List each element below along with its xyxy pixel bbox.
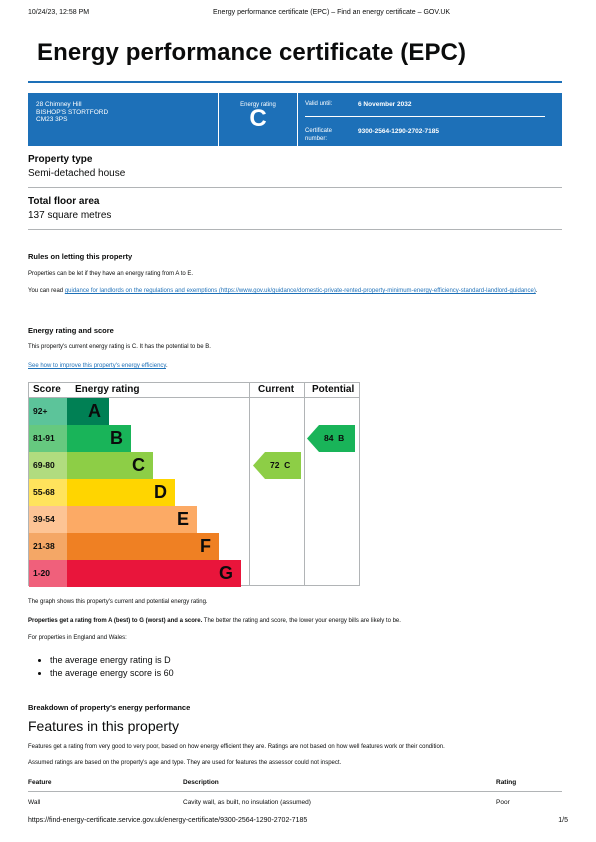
band-score-label: 81-91 bbox=[29, 425, 67, 452]
column-divider bbox=[304, 383, 305, 585]
property-type-heading: Property type bbox=[28, 154, 93, 165]
energy-rating-cell bbox=[218, 93, 298, 146]
england-wales-text: For properties in England and Wales: bbox=[28, 635, 127, 641]
band-bar bbox=[67, 452, 153, 479]
floor-area-value: 137 square metres bbox=[28, 210, 112, 221]
certificate-number-label bbox=[305, 127, 332, 143]
rating-band-a bbox=[29, 398, 249, 425]
band-bar bbox=[67, 533, 219, 560]
energy-rating-chart bbox=[28, 382, 360, 586]
band-score-label: 1-20 bbox=[29, 560, 67, 587]
print-page-title: Energy performance certificate (EPC) – Find an energy certificate – GOV.UK bbox=[213, 9, 451, 16]
band-letter: G bbox=[218, 563, 233, 583]
band-letter: B bbox=[110, 428, 123, 448]
paragraph-text: You can read bbox=[28, 288, 65, 294]
band-letter: E bbox=[176, 509, 189, 529]
rating-band-g bbox=[29, 560, 249, 587]
property-address bbox=[36, 101, 108, 124]
table-cell-rating: Poor bbox=[496, 799, 510, 806]
rating-column-header: Energy rating bbox=[75, 384, 140, 395]
potential-column-header: Potential bbox=[312, 384, 355, 395]
column-divider bbox=[249, 383, 250, 585]
address-line: 28 Chimney Hill bbox=[36, 101, 82, 108]
features-text: Features get a rating from very good to very poor, based on how energy efficient they are. Ratings are not based on how well features work or their condition. bbox=[28, 744, 445, 750]
band-bar bbox=[67, 398, 109, 425]
band-letter: A bbox=[88, 401, 101, 421]
landlord-guidance-paragraph bbox=[28, 288, 562, 296]
print-url: https://find-energy-certificate.service.gov.uk/energy-certificate/9300-2564-1290-2702-7185 bbox=[28, 817, 308, 824]
average-list bbox=[36, 654, 174, 680]
band-score-label: 69-80 bbox=[29, 452, 67, 479]
paragraph-text: . bbox=[535, 288, 538, 294]
letting-text: Properties can be let if they have an energy rating from A to E. bbox=[28, 271, 194, 277]
paragraph-text: . bbox=[166, 363, 168, 369]
certificate-number-value: 9300-2564-1290-2702-7185 bbox=[358, 128, 439, 135]
floor-area-heading: Total floor area bbox=[28, 196, 100, 207]
breakdown-heading: Breakdown of property's energy performance bbox=[28, 703, 191, 712]
page-title: Energy performance certificate (EPC) bbox=[37, 39, 467, 66]
current-column-header: Current bbox=[258, 384, 295, 395]
certificate-number-label-line: Certificate bbox=[305, 128, 333, 134]
print-header bbox=[0, 9, 596, 19]
address-line: CM23 3PS bbox=[36, 116, 68, 123]
rating-band-d bbox=[29, 479, 249, 506]
valid-until-value: 6 November 2032 bbox=[358, 101, 412, 108]
print-page-number: 1/5 bbox=[558, 817, 568, 824]
table-cell-description: Cavity wall, as built, no insulation (assumed) bbox=[183, 799, 311, 806]
rating-band-f bbox=[29, 533, 249, 560]
energy-rating-heading: Energy rating and score bbox=[28, 326, 114, 335]
valid-until-label: Valid until: bbox=[305, 101, 333, 107]
list-item: • the average energy score is 60 bbox=[50, 667, 174, 680]
letting-heading: Rules on letting this property bbox=[28, 252, 133, 261]
improve-efficiency-link[interactable]: See how to improve this property's energy efficiency bbox=[28, 363, 166, 369]
score-column-header: Score bbox=[33, 384, 61, 395]
energy-rating-letter: C bbox=[249, 105, 267, 132]
band-score-label: 39-54 bbox=[29, 506, 67, 533]
certificate-number-label-line: number: bbox=[305, 136, 328, 142]
band-bar bbox=[67, 479, 175, 506]
description-column-header: Description bbox=[183, 779, 219, 786]
summary-divider bbox=[305, 116, 545, 117]
landlord-guidance-link[interactable]: guidance for landlords on the regulations and exemptions (https://www.gov.uk/guidance/domestic-private-rented-property-minimum-energy-efficiency-standard-landlord-guidance) bbox=[64, 288, 536, 294]
rating-explanation-text: The better the rating and score, the lower your energy bills are likely to be. bbox=[202, 618, 401, 624]
address-line: BISHOP'S STORTFORD bbox=[36, 108, 109, 116]
feature-column-header: Feature bbox=[28, 779, 52, 786]
band-letter: D bbox=[154, 482, 167, 502]
energy-rating-label: Energy rating bbox=[240, 102, 276, 108]
potential-rating-arrow bbox=[307, 425, 355, 452]
features-heading: Features in this property bbox=[28, 718, 179, 734]
current-rating-arrow bbox=[253, 452, 301, 479]
section-divider bbox=[28, 229, 562, 230]
band-score-label: 92+ bbox=[29, 398, 67, 425]
rating-band-c bbox=[29, 452, 249, 479]
print-datetime: 10/24/23, 12:58 PM bbox=[28, 9, 90, 16]
title-divider bbox=[28, 81, 562, 83]
list-item: • the average energy rating is D bbox=[50, 654, 174, 667]
band-letter: C bbox=[132, 455, 145, 475]
current-rating-arrow-label: 72 C bbox=[270, 460, 291, 470]
table-cell-feature: Wall bbox=[28, 799, 41, 806]
graph-caption: The graph shows this property's current and potential energy rating. bbox=[28, 599, 208, 605]
potential-rating-arrow-label: 84 B bbox=[324, 433, 345, 443]
rating-band-e bbox=[29, 506, 249, 533]
band-letter: F bbox=[200, 536, 211, 556]
property-type-value: Semi-detached house bbox=[28, 168, 126, 179]
rating-band-b bbox=[29, 425, 249, 452]
band-bar bbox=[67, 506, 197, 533]
section-divider bbox=[28, 187, 562, 188]
improve-paragraph bbox=[28, 363, 562, 371]
band-bar bbox=[67, 560, 241, 587]
certificate-summary bbox=[28, 93, 562, 146]
features-assumed-text: Assumed ratings are based on the property's age and type. They are used for features the assessor could not inspect. bbox=[28, 760, 342, 766]
energy-rating-text: This property's current energy rating is C. It has the potential to be B. bbox=[28, 344, 211, 350]
band-bar bbox=[67, 425, 131, 452]
band-score-label: 21-38 bbox=[29, 533, 67, 560]
rating-column-header: Rating bbox=[496, 779, 517, 786]
rating-explanation-bold: Properties get a rating from A (best) to G (worst) and a score. bbox=[28, 618, 203, 624]
band-score-label: 55-68 bbox=[29, 479, 67, 506]
chart-header bbox=[29, 383, 359, 398]
table-divider bbox=[28, 791, 562, 792]
rating-explanation bbox=[28, 618, 562, 626]
